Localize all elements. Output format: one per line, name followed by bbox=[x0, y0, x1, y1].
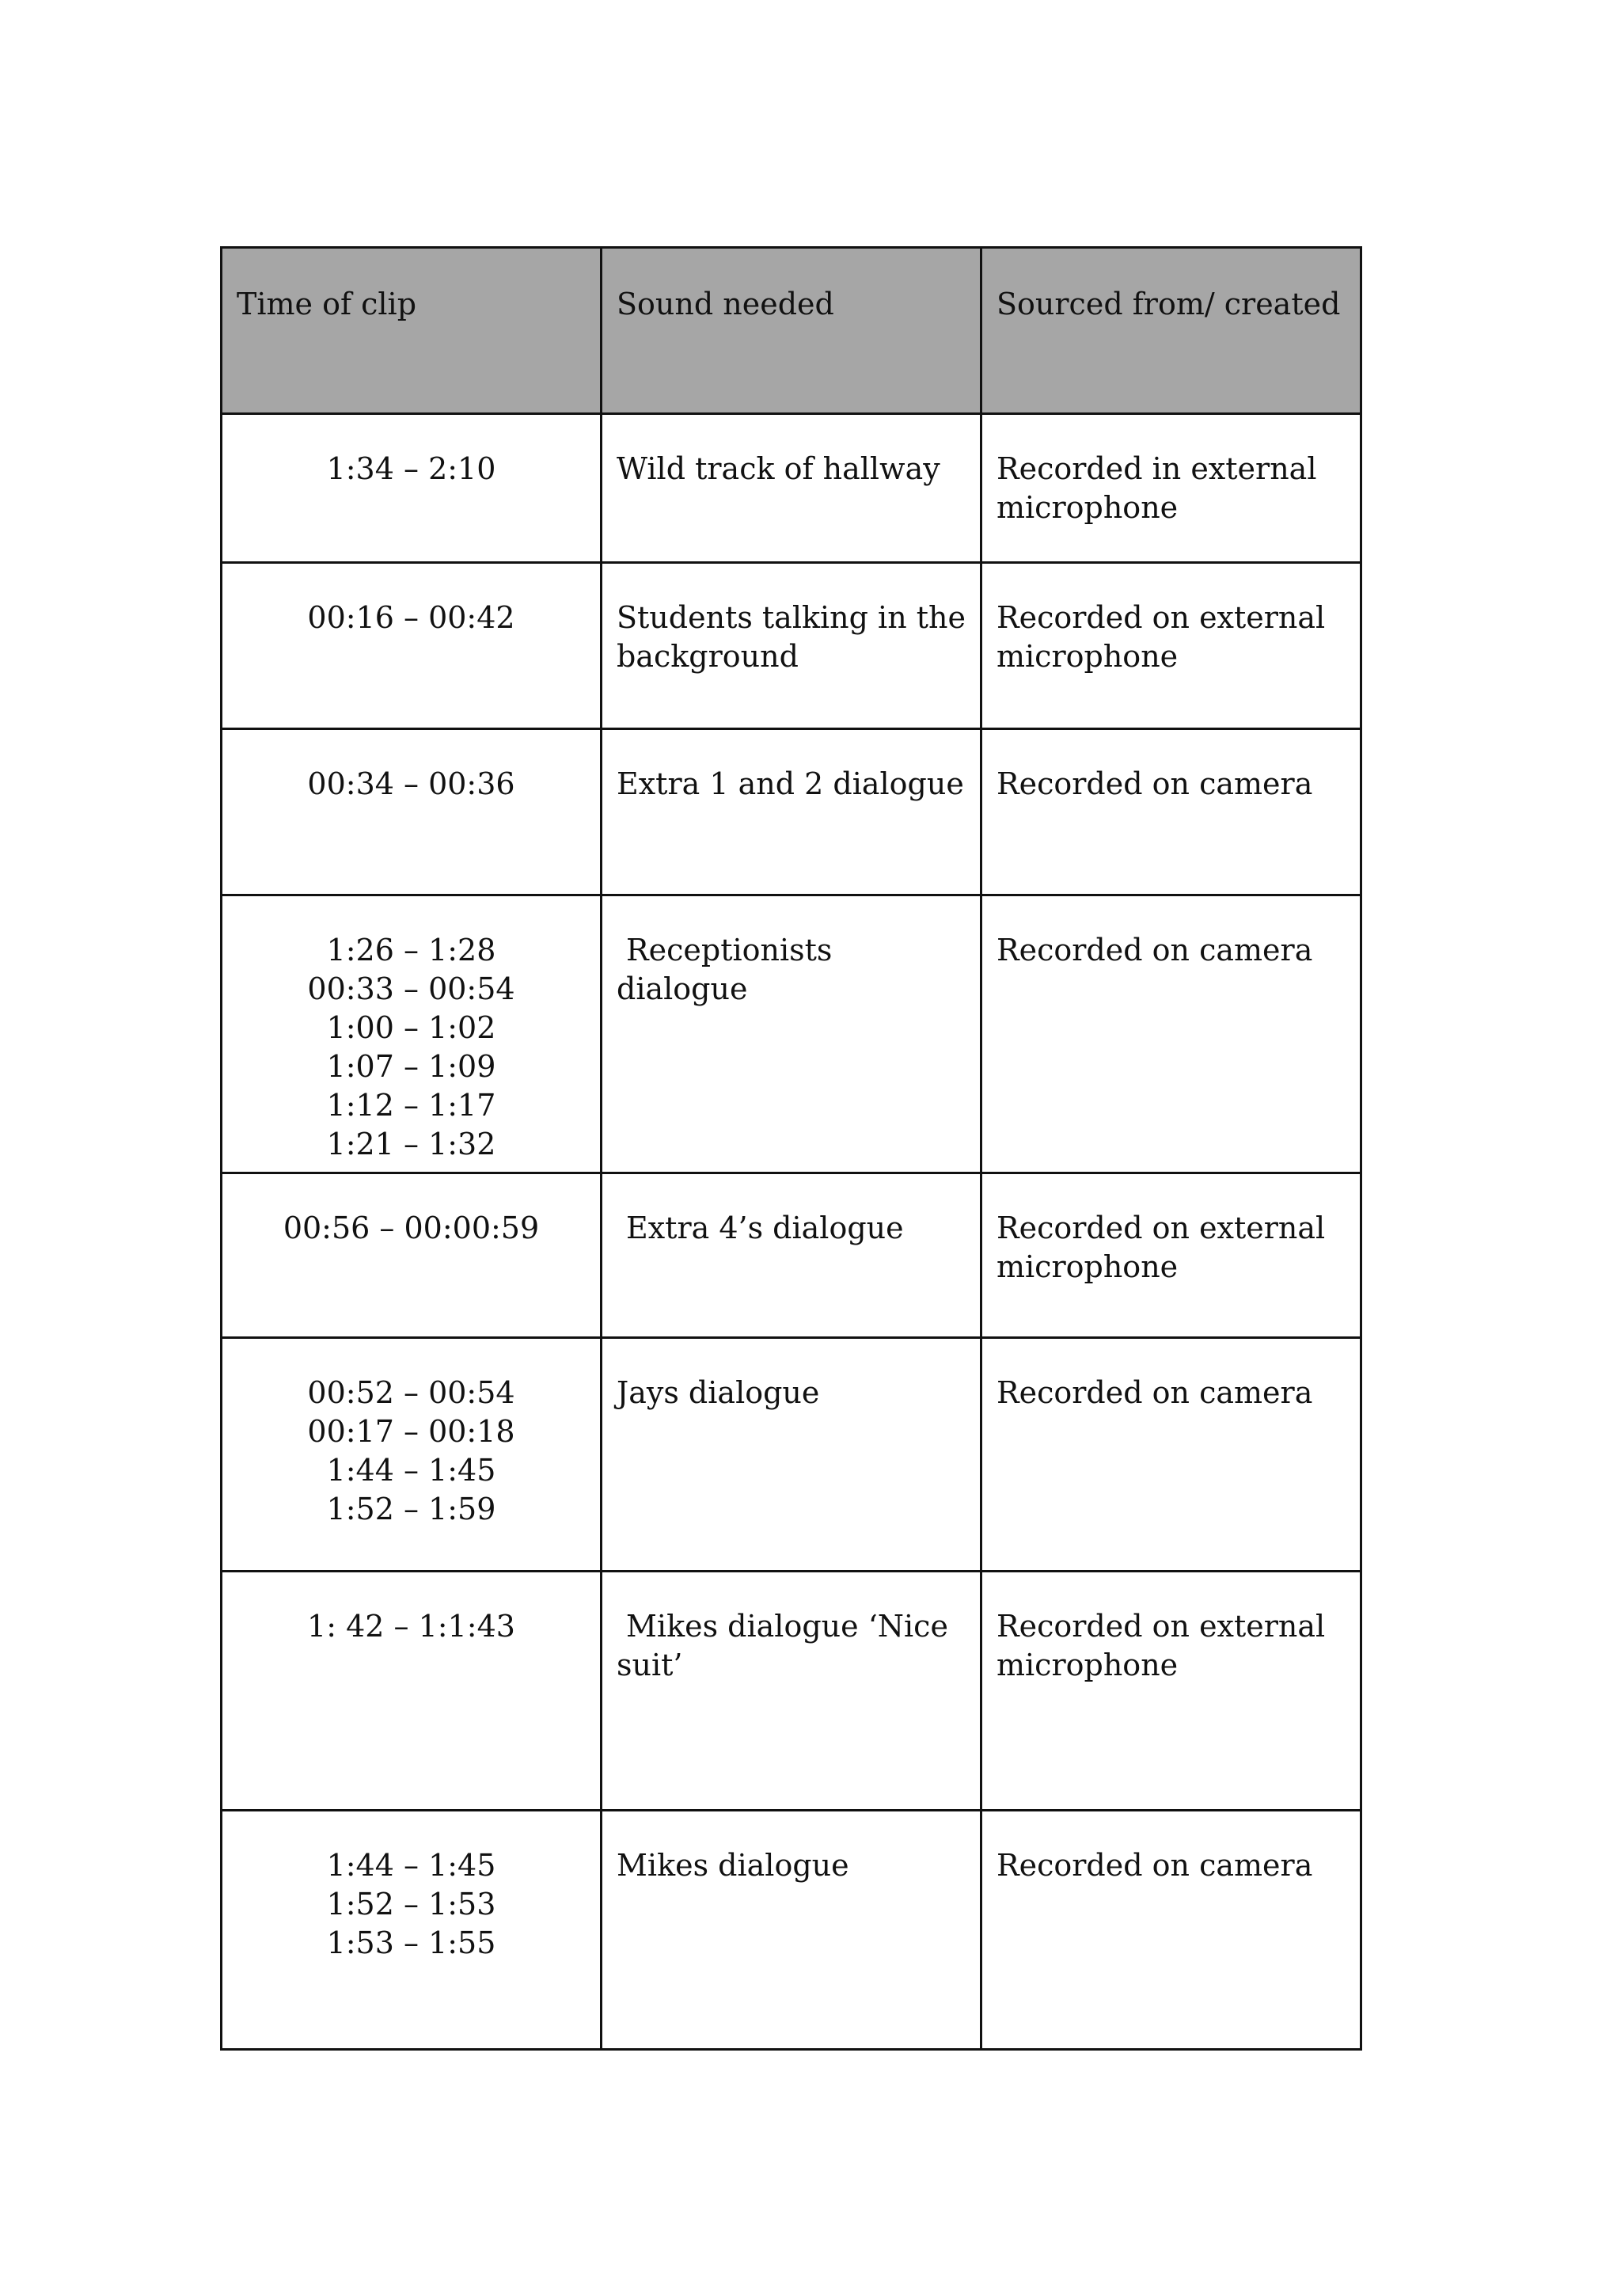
sound-cell: Mikes dialogue bbox=[602, 1811, 981, 2050]
table-header bbox=[222, 248, 1361, 414]
source-cell: Recorded on camera bbox=[981, 729, 1361, 895]
source-cell: Recorded in external microphone bbox=[981, 414, 1361, 563]
time-range: 1: 42 – 1:1:43 bbox=[307, 1609, 515, 1644]
table-row bbox=[222, 729, 1361, 895]
table-row bbox=[222, 563, 1361, 729]
time-cell bbox=[222, 729, 602, 895]
sound-cell: Students talking in the background bbox=[602, 563, 981, 729]
sound-table bbox=[220, 246, 1362, 2051]
time-range: 00:52 – 00:54 bbox=[307, 1375, 515, 1410]
sound-cell bbox=[602, 1173, 981, 1338]
sound-cell: Extra 1 and 2 dialogue bbox=[602, 729, 981, 895]
source-cell: Recorded on camera bbox=[981, 1338, 1361, 1572]
time-cell bbox=[222, 1173, 602, 1338]
source-cell: Recorded on camera bbox=[981, 1811, 1361, 2050]
header-time-of-clip: Time of clip bbox=[222, 248, 602, 414]
source-cell: Recorded on external microphone bbox=[981, 1572, 1361, 1811]
time-range: 1:44 – 1:45 bbox=[326, 1848, 496, 1883]
sound-cell: Wild track of hallway bbox=[602, 414, 981, 563]
time-range: 1:07 – 1:09 bbox=[326, 1049, 496, 1084]
time-range: 00:34 – 00:36 bbox=[307, 766, 515, 801]
time-cell bbox=[222, 1572, 602, 1811]
time-range: 1:52 – 1:59 bbox=[326, 1492, 496, 1526]
table-row bbox=[222, 1173, 1361, 1338]
source-cell: Recorded on external microphone bbox=[981, 563, 1361, 729]
time-range: 00:17 – 00:18 bbox=[307, 1414, 515, 1449]
time-range: 1:34 – 2:10 bbox=[326, 451, 496, 486]
sound-cell: Jays dialogue bbox=[602, 1338, 981, 1572]
time-range: 00:56 – 00:00:59 bbox=[283, 1211, 540, 1245]
time-range: 1:21 – 1:32 bbox=[326, 1127, 496, 1161]
time-cell bbox=[222, 1338, 602, 1572]
sound-text: Extra 4’s dialogue bbox=[626, 1211, 904, 1245]
time-range: 1:00 – 1:02 bbox=[326, 1010, 496, 1045]
time-range: 1:44 – 1:45 bbox=[326, 1453, 496, 1488]
sound-cell bbox=[602, 1572, 981, 1811]
table-row bbox=[222, 1338, 1361, 1572]
source-cell: Recorded on external microphone bbox=[981, 1173, 1361, 1338]
time-range: 00:33 – 00:54 bbox=[307, 971, 515, 1006]
time-range: 1:52 – 1:53 bbox=[326, 1887, 496, 1922]
sound-cell bbox=[602, 895, 981, 1173]
table-row bbox=[222, 895, 1361, 1173]
header-sourced-from: Sourced from/ created bbox=[981, 248, 1361, 414]
sound-text: Receptionists dialogue bbox=[617, 933, 833, 1006]
header-row bbox=[222, 248, 1361, 414]
sound-text: Mikes dialogue ‘Nice suit’ bbox=[617, 1609, 948, 1682]
time-cell bbox=[222, 563, 602, 729]
time-cell bbox=[222, 1811, 602, 2050]
time-cell bbox=[222, 414, 602, 563]
table-body bbox=[222, 414, 1361, 2050]
header-sound-needed: Sound needed bbox=[602, 248, 981, 414]
source-cell: Recorded on camera bbox=[981, 895, 1361, 1173]
time-range: 1:53 – 1:55 bbox=[326, 1925, 496, 1960]
table-row bbox=[222, 1811, 1361, 2050]
time-range: 00:16 – 00:42 bbox=[307, 600, 515, 635]
table-row bbox=[222, 1572, 1361, 1811]
table-row bbox=[222, 414, 1361, 563]
time-range: 1:26 – 1:28 bbox=[326, 933, 496, 967]
time-cell bbox=[222, 895, 602, 1173]
time-range: 1:12 – 1:17 bbox=[326, 1088, 496, 1123]
